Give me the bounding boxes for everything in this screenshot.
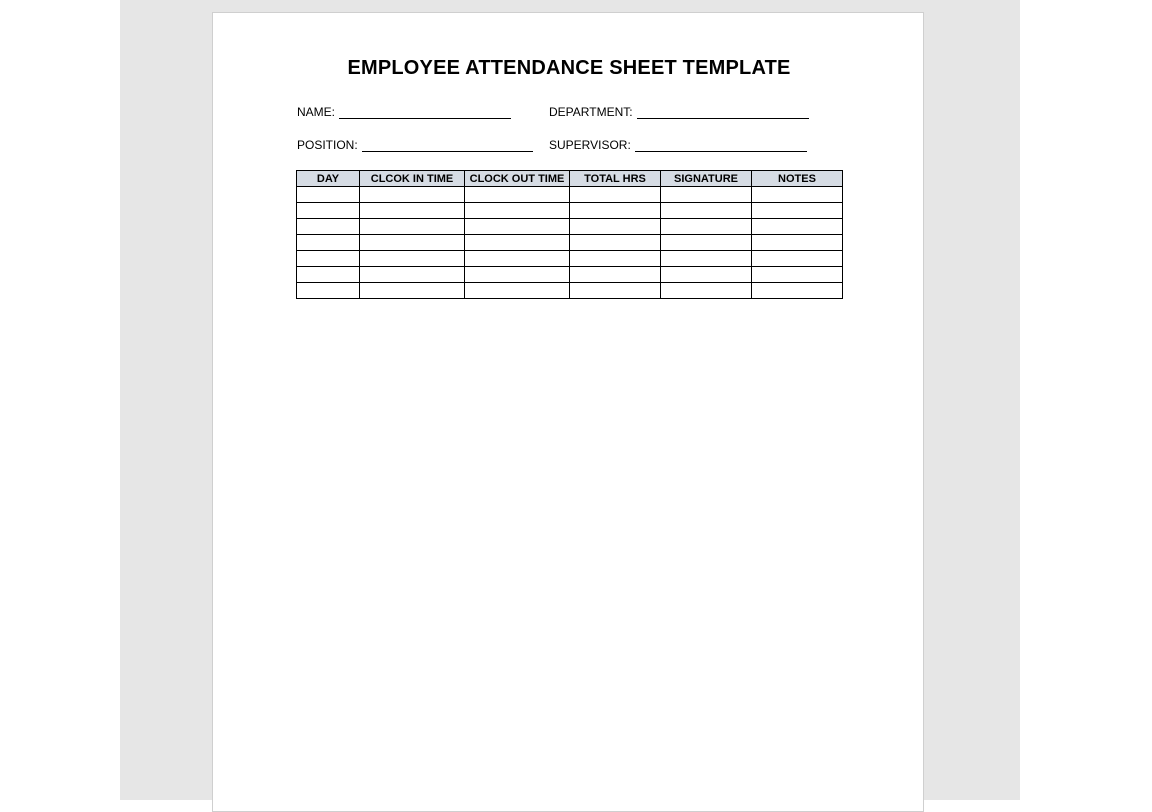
position-field [297,138,533,152]
table-cell[interactable] [297,187,360,203]
page-title: EMPLOYEE ATTENDANCE SHEET TEMPLATE [347,57,791,79]
table-cell[interactable] [570,219,661,235]
table-row [297,219,843,235]
table-cell[interactable] [297,219,360,235]
table-cell[interactable] [661,187,752,203]
table-row [297,203,843,219]
table-cell[interactable] [661,283,752,299]
position-label: POSITION: [297,138,358,152]
table-cell[interactable] [360,267,465,283]
table-cell[interactable] [570,267,661,283]
table-cell[interactable] [465,235,570,251]
header-clock-out-time: CLOCK OUT TIME [465,171,570,187]
table-cell[interactable] [752,235,843,251]
header-signature: SIGNATURE [661,171,752,187]
table-cell[interactable] [297,283,360,299]
table-cell[interactable] [570,235,661,251]
table-cell[interactable] [752,267,843,283]
table-body [297,187,843,299]
header-total-hrs: TOTAL HRS [570,171,661,187]
name-label: NAME: [297,105,336,119]
position-blank-line [362,139,533,152]
supervisor-blank-line [635,139,807,152]
table-row [297,283,843,299]
table-row [297,235,843,251]
table-row [297,251,843,267]
header-clock-in-time: CLCOK IN TIME [360,171,465,187]
table-cell[interactable] [360,219,465,235]
table-cell[interactable] [570,203,661,219]
table-cell[interactable] [465,187,570,203]
table-cell[interactable] [360,283,465,299]
table-cell[interactable] [360,187,465,203]
table-cell[interactable] [570,187,661,203]
table-cell[interactable] [297,267,360,283]
header-day: DAY [297,171,360,187]
table-cell[interactable] [752,283,843,299]
name-field [297,105,511,119]
header-notes: NOTES [752,171,843,187]
table-cell[interactable] [752,251,843,267]
name-blank-line [339,106,511,119]
table-cell[interactable] [465,267,570,283]
department-label: DEPARTMENT: [549,105,633,119]
table-cell[interactable] [752,219,843,235]
table-row [297,187,843,203]
table-cell[interactable] [661,235,752,251]
table-cell[interactable] [297,203,360,219]
table-cell[interactable] [297,251,360,267]
attendance-table [296,170,843,299]
department-field [549,105,809,119]
table-cell[interactable] [360,251,465,267]
table-cell[interactable] [297,235,360,251]
table-cell[interactable] [752,187,843,203]
table-cell[interactable] [661,203,752,219]
table-cell[interactable] [570,251,661,267]
table-cell[interactable] [360,235,465,251]
table-cell[interactable] [752,203,843,219]
table-cell[interactable] [570,283,661,299]
table-cell[interactable] [661,267,752,283]
table-cell[interactable] [360,203,465,219]
table-cell[interactable] [465,283,570,299]
supervisor-label: SUPERVISOR: [549,138,631,152]
supervisor-field [549,138,807,152]
table-cell[interactable] [661,251,752,267]
document-page[interactable] [212,12,924,812]
table-cell[interactable] [661,219,752,235]
table-cell[interactable] [465,251,570,267]
table-cell[interactable] [465,203,570,219]
department-blank-line [637,106,809,119]
table-header-row [297,171,843,187]
table-cell[interactable] [465,219,570,235]
table-row [297,267,843,283]
